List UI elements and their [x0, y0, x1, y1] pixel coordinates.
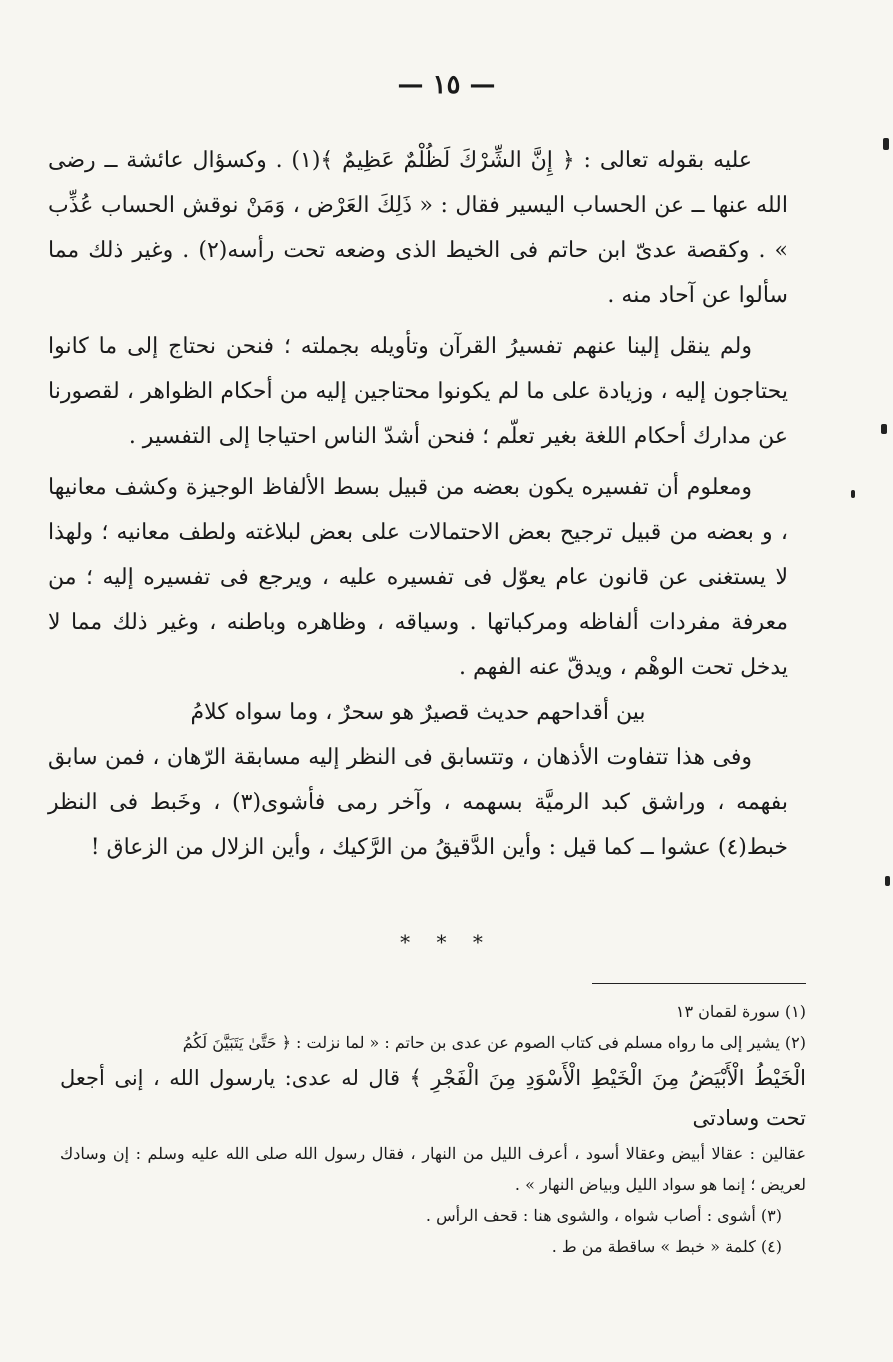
scan-mark [885, 876, 890, 886]
paragraph-3: ومعلوم أن تفسيره يكون بعضه من قبيل بسط الألفاظ الوجيزة وكشف معانيها ، و بعضه من قبيل ترجيح بعض الاحتمالات على بعض لبلاغته ولطف معانيه ؛ ولهذا لا يستغنى عن قانون عام يعوّل فى تفسيره عليه ، ويرجع فى تفسيره إليه ؛ من معرفة مفردات ألفاظه ومركباتها . وسياقه ، وظاهره وباطنه ، وغير ذلك مما لا يدخل تحت الوهْم ، ويدقّ عنه الفهم . [48, 475, 788, 680]
scan-mark [883, 138, 889, 150]
scan-mark [881, 424, 887, 434]
footnote-2-intro: (٢) يشير إلى ما رواه مسلم فى كتاب الصوم عن عدى بن حاتم : « لما نزلت : ﴿ حَتَّىٰ يَتَبَيَّنَ لَكُمُ [182, 1033, 806, 1052]
paragraph-4: وفى هذا تتفاوت الأذهان ، وتتسابق فى النظر إليه مسابقة الرّهان ، فمن سابق بفهمه ، وراشق كبد الرميَّة بسهمه ، وآخر رمى فأشوى(٣) ، وخَبط فى النظر خبط(٤) عشوا ــ كما قيل : وأين الدَّقيقُ من الرَّكيك ، وأين الزلال من الزعاق ! [48, 745, 788, 860]
footnote-3: (٣) أشوى : أصاب شواه ، والشوى هنا : قحف الرأس . [425, 1206, 782, 1225]
footnote-1: (١) سورة لقمان ١٣ [675, 1002, 806, 1021]
main-text [48, 138, 788, 870]
poetry-verse: بين أقداحهم حديث قصيرٌ هو سحرٌ ، وما سواه كلامُ [190, 700, 646, 725]
footnote-rule [592, 983, 806, 984]
footnote-2-quran: الْخَيْطُ الْأَبْيَضُ مِنَ الْخَيْطِ الْأَسْوَدِ مِنَ الْفَجْرِ ﴾ قال له عدى: يارسول الله ، إنى أجعل تحت وسادتى [60, 1066, 806, 1130]
section-separator: * * * [400, 930, 493, 954]
footnote-4: (٤) كلمة « خبط » ساقطة من ط . [551, 1237, 782, 1256]
paragraph-1: عليه بقوله تعالى : ﴿ إِنَّ الشِّرْكَ لَظُلْمٌ عَظِيمٌ ﴾(١) . وكسؤال عائشة ــ رضى الله عنها ــ عن الحساب اليسير فقال : « ذَلِكَ العَرْض ، وَمَنْ نوقش الحساب عُذِّب » . وكقصة عدىّ ابن حاتم فى الخيط الذى وضعه تحت رأسه(٢) . وغير ذلك مما سألوا عن آحاد منه . [48, 148, 788, 308]
page-number: — ١٥ — [397, 70, 496, 100]
footnote-2-rest: عقالين : عقالا أبيض وعقالا أسود ، أعرف الليل من النهار ، فقال رسول الله صلى الله عليه وسلم : إن وسادك لعريض ؛ إنما هو سواد الليل وبياض النهار » . [60, 1144, 806, 1194]
paragraph-2: ولم ينقل إلينا عنهم تفسيرُ القرآن وتأويله بجملته ؛ فنحن نحتاج إلى ما كانوا يحتاجون إليه ، وزيادة على ما لم يكونوا محتاجين إليه من أحكام الظواهر ، لقصورنا عن مدارك أحكام اللغة بغير تعلّم ؛ فنحن أشدّ الناس احتياجا إلى التفسير . [48, 334, 788, 449]
footnotes [60, 996, 806, 1262]
scan-mark [851, 490, 855, 498]
